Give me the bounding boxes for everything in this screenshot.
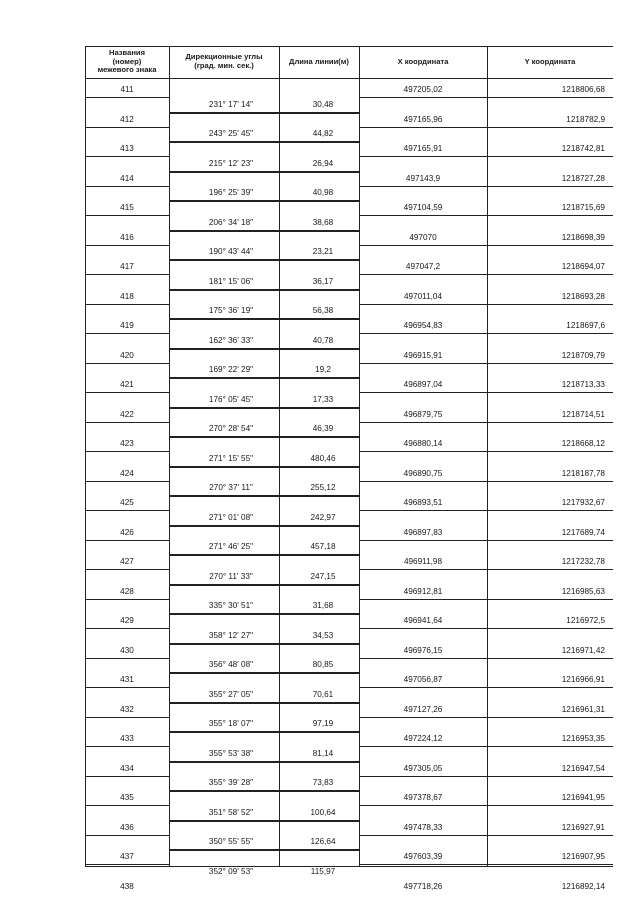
direction-angle: 355° 39' 28" — [208, 778, 254, 788]
point-name: 433 — [120, 734, 134, 743]
x-coordinate: 496976,15 — [403, 645, 443, 655]
point-name: 418 — [120, 291, 134, 301]
line-length: 97,19 — [312, 719, 334, 729]
direction-angle: 352° 09' 53" — [208, 866, 254, 876]
x-coordinate: 497165,96 — [403, 114, 443, 124]
point-name: 412 — [120, 114, 134, 124]
header-x-coordinate: X координата — [397, 56, 449, 66]
x-coordinate: 497224,12 — [403, 734, 443, 743]
point-name: 425 — [120, 498, 134, 507]
point-name: 414 — [120, 173, 134, 183]
x-coordinate: 496897,83 — [403, 527, 443, 537]
direction-angle: 231° 17' 14" — [208, 99, 254, 109]
line-length: 115,97 — [310, 866, 336, 876]
point-name: 435 — [120, 793, 134, 802]
line-length: 19,2 — [315, 365, 331, 375]
y-coordinate: 1218693,28 — [561, 291, 605, 301]
y-coordinate: 1218709,79 — [561, 350, 605, 360]
y-coordinate: 1218694,07 — [561, 262, 605, 271]
y-coordinate: 1216966,91 — [561, 675, 605, 684]
y-coordinate: 1218713,33 — [561, 380, 605, 389]
y-coordinate: 1217689,74 — [561, 527, 605, 537]
y-coordinate: 1218187,78 — [561, 468, 605, 478]
x-coordinate: 497056,87 — [403, 675, 443, 684]
header-y-coordinate: Y координата — [524, 56, 576, 66]
direction-angle: 335° 30' 51" — [208, 601, 254, 611]
x-coordinate: 496897,04 — [403, 380, 443, 389]
y-coordinate: 1216927,91 — [561, 822, 605, 832]
line-length: 44,82 — [312, 129, 334, 139]
header-line-length: Длина линии(м) — [289, 56, 349, 66]
x-coordinate: 497305,05 — [403, 763, 443, 773]
point-name: 413 — [120, 144, 134, 153]
direction-angle: 271° 46' 25" — [208, 542, 254, 552]
y-coordinate: 1218742,81 — [561, 144, 605, 153]
y-coordinate: 1218668,12 — [561, 439, 605, 448]
y-coordinate: 1216892,14 — [561, 881, 605, 891]
line-length: 31,68 — [312, 601, 334, 611]
direction-angle: 270° 11' 33" — [209, 571, 253, 581]
header-direction-angle: Дирекционные углы (град. мин. сек.) — [185, 52, 263, 70]
point-name: 429 — [120, 616, 134, 625]
line-length: 40,78 — [312, 335, 334, 345]
point-name: 428 — [120, 586, 134, 596]
point-name: 432 — [120, 704, 134, 714]
y-coordinate: 1218697,6 — [566, 321, 605, 330]
header-point-name: Названия (номер) межевого знака — [97, 48, 157, 75]
point-name: 424 — [120, 468, 134, 478]
point-name: 416 — [120, 232, 134, 242]
line-length: 70,61 — [312, 689, 334, 699]
x-coordinate: 496954,83 — [403, 321, 443, 330]
direction-angle: 358° 12' 27" — [208, 630, 254, 640]
x-coordinate: 497205,02 — [403, 85, 443, 94]
direction-angle: 176° 05' 45" — [208, 394, 254, 404]
point-name: 417 — [120, 262, 134, 271]
direction-angle: 271° 15' 55" — [208, 453, 254, 463]
direction-angle: 356° 48' 08" — [208, 660, 254, 670]
point-name: 436 — [120, 822, 134, 832]
line-length: 80,85 — [312, 660, 334, 670]
direction-angle: 175° 36' 19" — [208, 306, 254, 316]
y-coordinate: 1217232,78 — [561, 557, 605, 566]
y-coordinate: 1218782,9 — [566, 114, 605, 124]
y-coordinate: 1216907,95 — [561, 852, 605, 861]
line-length: 255,12 — [310, 483, 336, 493]
direction-angle: 270° 37' 11" — [209, 483, 253, 493]
line-length: 73,83 — [312, 778, 334, 788]
line-length: 40,98 — [312, 188, 334, 198]
direction-angle: 271° 01' 08" — [208, 512, 254, 522]
x-coordinate: 497603,39 — [403, 852, 443, 861]
x-coordinate: 497143,9 — [405, 173, 441, 183]
line-length: 247,15 — [310, 571, 336, 581]
x-coordinate: 496893,51 — [403, 498, 443, 507]
x-coordinate: 496879,75 — [403, 409, 443, 419]
direction-angle: 181° 15' 06" — [208, 276, 254, 286]
line-length: 457,18 — [310, 542, 336, 552]
line-length: 81,14 — [312, 748, 334, 758]
direction-angle: 162° 36' 33" — [208, 335, 254, 345]
line-length: 34,53 — [312, 630, 334, 640]
x-coordinate: 496915,91 — [403, 350, 443, 360]
y-coordinate: 1217932,67 — [561, 498, 605, 507]
line-length: 17,33 — [312, 394, 334, 404]
x-coordinate: 497718,26 — [403, 881, 443, 891]
x-coordinate: 497070 — [409, 232, 437, 242]
x-coordinate: 496890,75 — [403, 468, 443, 478]
point-name: 431 — [120, 675, 134, 684]
point-name: 437 — [120, 852, 134, 861]
direction-angle: 206° 34' 18" — [208, 217, 254, 227]
y-coordinate: 1216953,35 — [561, 734, 605, 743]
point-name: 423 — [120, 439, 134, 448]
point-name: 419 — [120, 321, 134, 330]
x-coordinate: 497165,91 — [403, 144, 443, 153]
x-coordinate: 497478,33 — [403, 822, 443, 832]
x-coordinate: 497104,59 — [403, 203, 443, 212]
y-coordinate: 1218714,51 — [561, 409, 605, 419]
line-length: 126,64 — [310, 837, 336, 847]
line-length: 56,38 — [312, 306, 334, 316]
point-name: 427 — [120, 557, 134, 566]
x-coordinate: 497011,04 — [403, 291, 443, 301]
x-coordinate: 497047,2 — [405, 262, 441, 271]
line-length: 26,94 — [312, 158, 334, 168]
y-coordinate: 1216971,42 — [561, 645, 605, 655]
line-length: 38,68 — [312, 217, 334, 227]
direction-angle: 169° 22' 29" — [208, 365, 254, 375]
y-coordinate: 1216985,63 — [561, 586, 605, 596]
line-length: 30,48 — [312, 99, 334, 109]
y-coordinate: 1216947,54 — [561, 763, 605, 773]
x-coordinate: 497127,26 — [403, 704, 443, 714]
direction-angle: 355° 53' 38" — [208, 748, 254, 758]
coordinates-table — [85, 46, 613, 891]
point-name: 430 — [120, 645, 134, 655]
point-name: 426 — [120, 527, 134, 537]
direction-angle: 355° 27' 05" — [208, 689, 254, 699]
x-coordinate: 497378,67 — [403, 793, 443, 802]
y-coordinate: 1218698,39 — [561, 232, 605, 242]
line-length: 23,21 — [312, 247, 334, 257]
x-coordinate: 496912,81 — [403, 586, 443, 596]
point-name: 415 — [120, 203, 134, 212]
direction-angle: 350° 55' 55" — [208, 837, 254, 847]
x-coordinate: 496911,98 — [403, 557, 443, 566]
y-coordinate: 1216941,95 — [561, 793, 605, 802]
point-name: 434 — [120, 763, 134, 773]
point-name: 411 — [120, 85, 134, 94]
direction-angle: 196° 25' 39" — [208, 188, 254, 198]
line-length: 242,97 — [310, 512, 336, 522]
line-length: 100,64 — [310, 807, 336, 817]
y-coordinate: 1216961,31 — [561, 704, 605, 714]
y-coordinate: 1218806,68 — [561, 85, 605, 94]
direction-angle: 190° 43' 44" — [208, 247, 254, 257]
point-name: 422 — [120, 409, 134, 419]
direction-angle: 355° 18' 07" — [208, 719, 254, 729]
y-coordinate: 1218715,69 — [561, 203, 605, 212]
x-coordinate: 496941,64 — [403, 616, 443, 625]
x-coordinate: 496880,14 — [403, 439, 443, 448]
line-length: 480,46 — [310, 453, 336, 463]
point-name: 438 — [120, 881, 134, 891]
point-name: 420 — [120, 350, 134, 360]
direction-angle: 243° 25' 45" — [208, 129, 254, 139]
y-coordinate: 1218727,28 — [561, 173, 605, 183]
y-coordinate: 1216972,5 — [566, 616, 605, 625]
line-length: 36,17 — [312, 276, 334, 286]
direction-angle: 351° 58' 52" — [208, 807, 254, 817]
point-name: 421 — [120, 380, 134, 389]
direction-angle: 270° 28' 54" — [208, 424, 254, 434]
line-length: 46,39 — [312, 424, 334, 434]
direction-angle: 215° 12' 23" — [208, 158, 254, 168]
